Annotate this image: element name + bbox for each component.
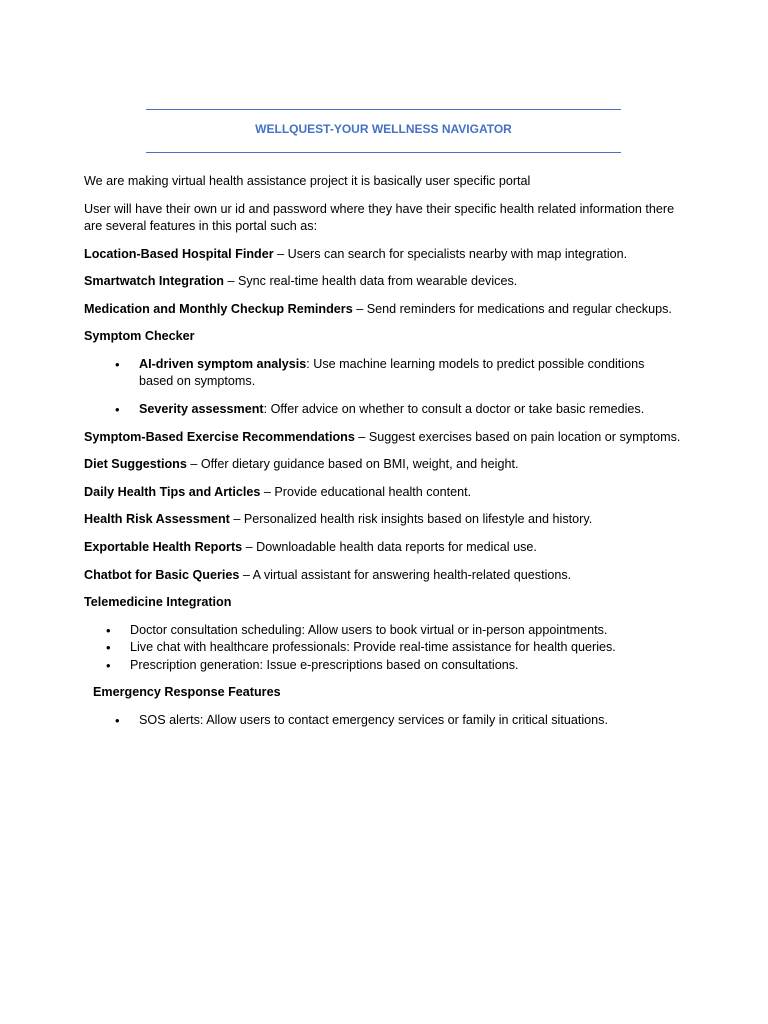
feature-desc: – Sync real-time health data from wearable devices. bbox=[223, 274, 518, 289]
feature-reminders bbox=[84, 301, 684, 318]
feature-desc: – A virtual assistant for answering health-related questions. bbox=[239, 567, 572, 582]
list-item: • Live chat with healthcare professionals: Provide real-time assistance for health queries. bbox=[84, 639, 684, 656]
intro-paragraph-1: We are making virtual health assistance project it is basically user specific portal bbox=[84, 174, 531, 188]
heading-text: Telemedicine Integration bbox=[84, 595, 232, 610]
feature-chatbot bbox=[84, 567, 684, 584]
symptom-checker-heading bbox=[84, 328, 684, 345]
feature-smartwatch bbox=[84, 273, 684, 290]
list-item: • Prescription generation: Issue e-prescriptions based on consultations. bbox=[84, 657, 684, 674]
feature-hospital-finder bbox=[84, 246, 684, 263]
document-title: WELLQUEST-YOUR WELLNESS NAVIGATOR bbox=[255, 122, 512, 136]
feature-desc: – Send reminders for medications and regular checkups. bbox=[352, 301, 672, 316]
feature-name: Smartwatch Integration bbox=[84, 274, 224, 289]
symptom-checker-list bbox=[84, 356, 684, 418]
feature-diet bbox=[84, 456, 684, 473]
feature-exercise bbox=[84, 429, 684, 446]
list-item: • Doctor consultation scheduling: Allow users to book virtual or in-person appointments. bbox=[84, 622, 684, 639]
document-body bbox=[84, 173, 684, 729]
emergency-list bbox=[84, 712, 684, 729]
feature-name: Daily Health Tips and Articles bbox=[84, 484, 261, 499]
feature-tips bbox=[84, 484, 684, 501]
list-item: • SOS alerts: Allow users to contact emergency services or family in critical situations. bbox=[84, 712, 684, 729]
telemedicine-heading bbox=[84, 594, 684, 611]
telemedicine-list bbox=[84, 622, 684, 674]
feature-desc: – Provide educational health content. bbox=[260, 484, 472, 499]
item-desc: : Offer advice on whether to consult a doctor or take basic remedies. bbox=[263, 401, 645, 416]
feature-name: Location-Based Hospital Finder bbox=[84, 246, 274, 261]
title-top-rule bbox=[146, 109, 621, 110]
feature-desc: – Offer dietary guidance based on BMI, weight, and height. bbox=[186, 457, 519, 472]
item-name: AI-driven symptom analysis bbox=[139, 356, 307, 371]
list-item bbox=[84, 401, 669, 418]
title-bottom-rule bbox=[146, 152, 621, 153]
heading-text: Symptom Checker bbox=[84, 329, 195, 344]
heading-text: Emergency Response Features bbox=[93, 685, 281, 700]
feature-name: Health Risk Assessment bbox=[84, 512, 230, 527]
feature-name: Chatbot for Basic Queries bbox=[84, 567, 240, 582]
feature-name: Diet Suggestions bbox=[84, 457, 187, 472]
feature-desc: – Users can search for specialists nearby with map integration. bbox=[273, 246, 628, 261]
feature-risk bbox=[84, 511, 684, 528]
feature-name: Exportable Health Reports bbox=[84, 539, 243, 554]
feature-name: Symptom-Based Exercise Recommendations bbox=[84, 429, 355, 444]
feature-desc: – Suggest exercises based on pain location or symptoms. bbox=[354, 429, 681, 444]
feature-desc: – Personalized health risk insights based on lifestyle and history. bbox=[229, 512, 593, 527]
list-item bbox=[84, 356, 669, 391]
emergency-heading bbox=[84, 684, 684, 701]
feature-reports bbox=[84, 539, 684, 556]
feature-name: Medication and Monthly Checkup Reminders bbox=[84, 301, 353, 316]
item-name: Severity assessment bbox=[139, 401, 264, 416]
intro-paragraph-2: User will have their own ur id and password where they have their specific health related information there are several features in this portal such as: bbox=[84, 201, 675, 233]
feature-desc: – Downloadable health data reports for medical use. bbox=[242, 539, 537, 554]
item-desc: : Use machine learning models to predict possible conditions based on symptoms. bbox=[139, 356, 645, 389]
